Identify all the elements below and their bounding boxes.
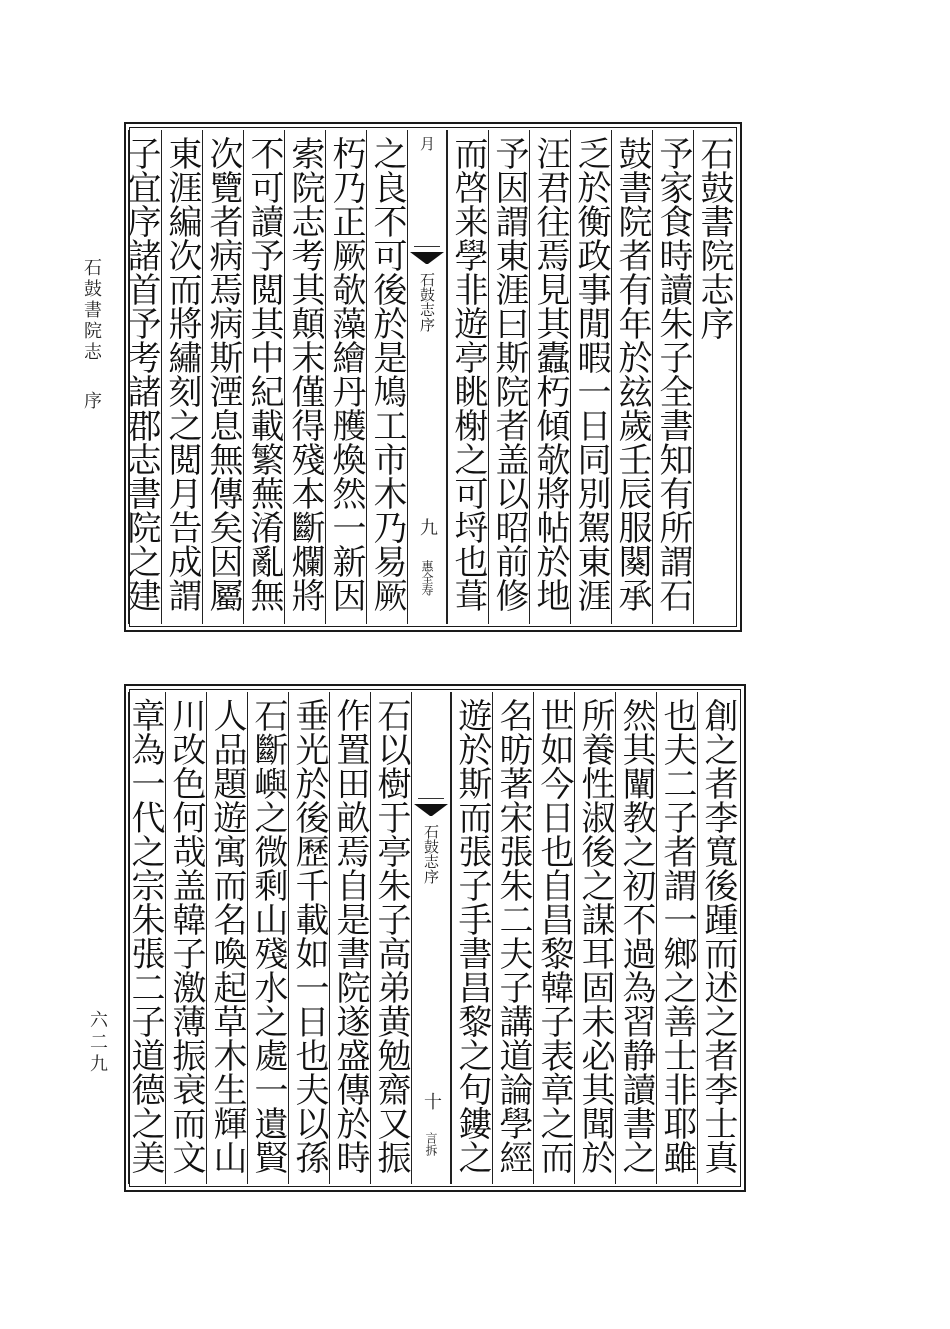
center-fold	[407, 130, 447, 624]
fish-tail-mark	[414, 804, 448, 816]
fish-tail-mark	[410, 252, 444, 264]
section-title: 序	[81, 391, 102, 412]
text-column: 朽乃正厥欹藻繪丹雘煥然一新因	[325, 130, 366, 624]
text-column: 遊於斯而張子手書昌黎之句鏤之	[451, 692, 492, 1184]
text-column: 垂光於後歷千載如一日也夫以孫	[288, 692, 329, 1184]
text-column: 所養性淑後之謀耳固未必其聞於	[574, 692, 615, 1184]
text-column: 子宜序諸首予考諸郡志書院之建	[128, 130, 161, 624]
text-column: 不可讀予閲其中紀載繁蕪淆亂無	[243, 130, 284, 624]
text-column: 之良不可後於是鳩工市木乃易厥	[366, 130, 407, 624]
text-column: 石斷嶼之微剩山殘水之處一遺賢	[247, 692, 288, 1184]
text-column: 世如今日也自昌黎韓子表章之而	[533, 692, 574, 1184]
leaf-number: 十	[421, 1092, 442, 1110]
text-column: 石鼓書院志序	[693, 130, 734, 624]
text-column: 予家食時讀朱子全書知有所謂石	[652, 130, 693, 624]
text-column: 也夫二子者謂一鄉之善士非耶雖	[656, 692, 697, 1184]
text-column: 乏於衡政事閒暇一日同別駕東涯	[570, 130, 611, 624]
center-title: 石鼓志序	[418, 272, 436, 332]
text-column: 東涯編次而將繡刻之閲月告成謂	[161, 130, 202, 624]
center-fold	[411, 692, 451, 1184]
text-column: 而啓来學非遊亭眺榭之可埒也葺	[447, 130, 488, 624]
center-bottom-mark: 言拆	[424, 1132, 438, 1156]
text-column: 索院志考其顛末僅得殘本斷爛將	[284, 130, 325, 624]
text-column: 章為一代之宗朱張二子道德之美	[128, 692, 165, 1184]
center-top-mark: 月	[418, 136, 436, 151]
text-column: 石以樹于亭朱子高弟黄勉齋又振	[370, 692, 411, 1184]
leaf-number: 九	[417, 518, 438, 536]
book-title: 石鼓書院志	[81, 258, 102, 363]
book-side-title	[78, 258, 104, 412]
text-column: 汪君往焉見其蠹朽傾欹將帖於地	[529, 130, 570, 624]
page-number: 六二九	[87, 1010, 108, 1076]
text-column: 予因謂東涯曰斯院者盖以昭前修	[488, 130, 529, 624]
text-column: 創之者李寬後踵而述之者李士真	[697, 692, 738, 1184]
text-column: 川改色何哉盖韓子激薄振衰而文	[165, 692, 206, 1184]
center-title: 石鼓志序	[422, 824, 440, 884]
text-column: 鼓書院者有年於玆歲壬辰服闋承	[611, 130, 652, 624]
center-bottom-mark: 惠全寿	[420, 560, 434, 596]
text-column: 作置田畝焉自是書院遂盛傳於時	[329, 692, 370, 1184]
text-column: 次覽者病焉病斯湮息無傳矣因屬	[202, 130, 243, 624]
text-column: 名昉著宋張朱二夫子講道論學經	[492, 692, 533, 1184]
text-column: 然其闡教之初不過為習静讀書之	[615, 692, 656, 1184]
leaf-bottom	[124, 684, 746, 1192]
leaf-top	[121, 122, 742, 632]
text-column: 人品題遊寓而名喚起草木生輝山	[206, 692, 247, 1184]
